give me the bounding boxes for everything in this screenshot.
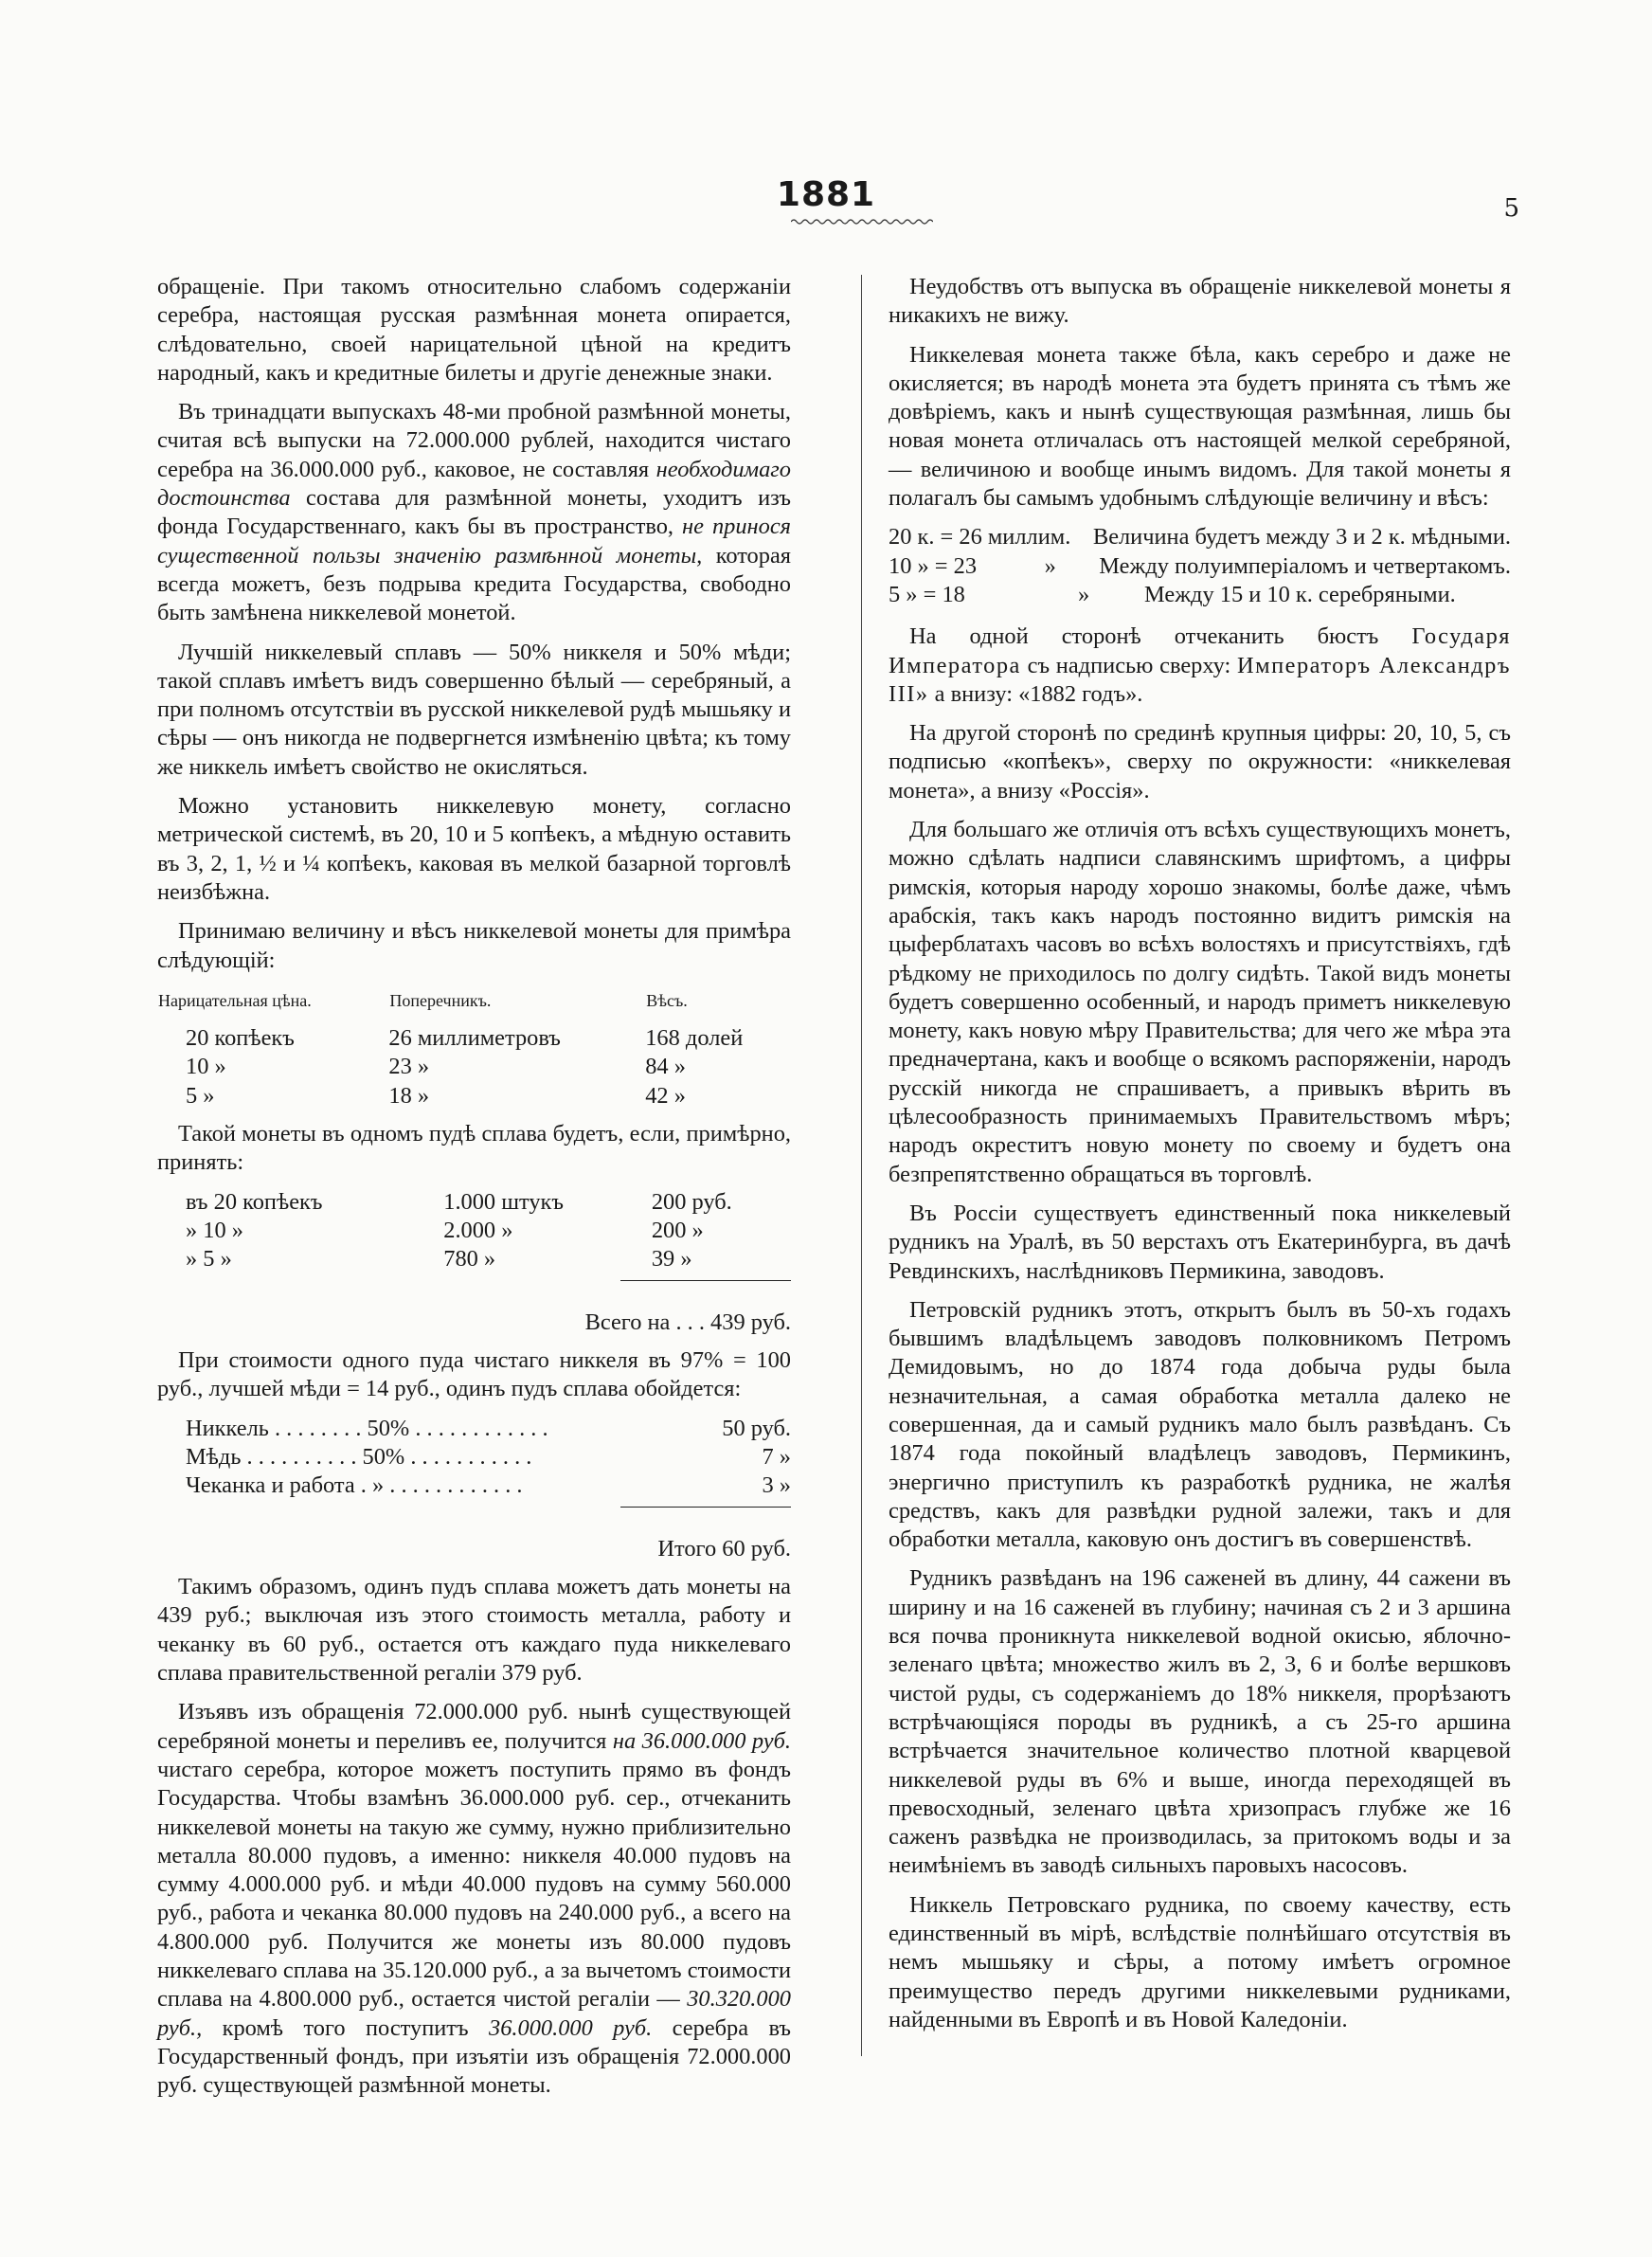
table-total-row [157,1501,791,1564]
coin-spec-list [889,523,1511,609]
table-row [157,1217,791,1245]
text-run: Изъявъ изъ обращенія 72.000.000 руб. нынѣ существующей серебряной монеты и переливъ ее, получится [157,1699,791,1754]
paragraph: обращеніе. При такомъ относительно слабомъ содержаніи серебра, настоящая русская размѣнная монета опирается, слѣдовательно, своей нарицательной цѣной на кредитъ народный, какъ и кредитные билеты и другіе денежные знаки. [157,274,791,386]
italic-run: на 36.000.000 руб. [612,1727,791,1754]
table-total: Всего на . . . 439 руб. [584,1309,791,1335]
text-run: а внизу: «1882 годъ». [934,680,1143,707]
table-total-row [157,1274,791,1338]
spec-ditto: » [1078,581,1090,607]
text-run: состава для размѣнной монеты, уходитъ изъ фонда Государственнаго, какъ бы въ пространство, [157,485,791,540]
table-cell: Мѣдь . . . . . . . . . . 50% . . . . . . . . . . . [186,1443,532,1470]
table-cell: 23 » [388,1054,430,1080]
paragraph: Такимъ образомъ, одинъ пудъ сплава можетъ дать монеты на 439 руб.; выключая изъ этого стоимость металла, работу и чеканку въ 60 руб., остается отъ каждаго пуда никкелеваго сплава правительственной регаліи 379 руб. [157,1574,791,1687]
text-run: серебра въ Государственный фондъ, при изъятіи изъ обращенія 72.000.000 руб. существующей размѣнной монеты. [157,2014,792,2099]
text-run: которая всегда можетъ, безъ подрыва кредита Государства, свободно быть замѣнена никкелевой монетой. [157,542,791,626]
table-cell: 84 » [645,1054,686,1080]
paragraph [157,398,791,627]
text-run: съ надписью сверху: [1027,652,1231,678]
paragraph [157,1698,791,2100]
spec-ditto [1070,523,1093,551]
spec-size: 10 » = 23 [889,552,978,579]
coin-size-table [157,985,791,1110]
table-cell: 42 » [645,1082,686,1109]
column-divider [861,275,862,2056]
table-row [157,1245,791,1273]
table-header: Вѣсъ. [646,990,688,1010]
table-total: Итого 60 руб. [657,1535,791,1562]
paragraph: Такой монеты въ одномъ пудѣ сплава будетъ, если, примѣрно, принять: [157,1121,791,1176]
text-run: Въ тринадцати выпускахъ 48-ми пробной размѣнной монеты, считая всѣ выпуски на 72.000.000 рублей, находится чистаго серебра на 36.000.000 руб., каковое, не составляя [157,399,791,482]
paragraph: Никкелевая монета также бѣла, какъ серебро и даже не окисляется; въ народѣ монета эта будетъ принята съ тѣмъ же довѣріемъ, какъ и нынѣ существующая размѣнная, лишь бы новая монета отличалась отъ настоящей мелкой серебряной, — величиною и вообще инымъ видомъ. Для такой монеты я полагалъ бы самымъ удобнымъ слѣдующіе величину и вѣсъ: [889,341,1511,512]
spec-note: Между 15 и 10 к. серебряными. [1144,581,1456,607]
table-row [157,1053,791,1081]
alloy-cost-table [157,1415,791,1563]
table-cell: Никкель . . . . . . . . 50% . . . . . . . . . . . . [186,1415,548,1441]
right-column [889,273,1511,2045]
table-cell: 168 долей [645,1025,744,1052]
table-cell [157,1274,791,1338]
table-header: Нарицательная цѣна. [158,990,312,1010]
table-cell: 26 миллиметровъ [388,1025,561,1052]
table-header: Поперечникъ. [389,990,492,1010]
table-cell: 200 » [651,1217,704,1243]
spec-line [889,581,1511,609]
table-row [157,1472,791,1500]
paragraph: Неудобствъ отъ выпуска въ обращеніе никкелевой монеты я никакихъ не вижу. [889,274,1511,329]
paragraph: Петровскій рудникъ этотъ, открытъ былъ въ 50-хъ годахъ бывшимъ владѣльцемъ заводовъ полковникомъ Петромъ Демидовымъ, но до 1874 года добыча руды была незначительная, а самая обработка металла далеко не совершенная, да и самый рудникъ мало былъ развѣданъ. Съ 1874 года покойный владѣлецъ заводовъ, Пермикинъ, энергично приступилъ къ разработкѣ рудника, не жалѣя средствъ, какъ для развѣдки рудной залежи, такъ и для обработки металла, каковую онъ достигъ въ совершенствѣ. [889,1296,1511,1553]
table-row [157,1082,791,1110]
table-cell: 20 копѣекъ [186,1025,295,1052]
sum-rule [620,1280,791,1281]
table-cell: 3 » [762,1472,791,1499]
table-cell: 10 » [186,1054,226,1080]
left-column [157,273,791,2111]
paragraph: Можно установить никкелевую монету, согласно метрической системѣ, въ 20, 10 и 5 копѣекъ, а мѣдную оставить въ 3, 2, 1, ½ и ¼ копѣекъ, каковая въ мелкой базарной торговлѣ неизбѣжна. [157,793,791,905]
text-run: чистаго серебра, которое можетъ поступить прямо въ фондъ Государства. Чтобы взамѣнъ 36.000.000 руб. сер., отчеканить никкелевой монеты на такую же сумму, нужно приблизительно металла 80.000 пудовъ, а именно: никкеля 40.000 пудовъ на сумму 4.000.000 руб. и мѣди 40.000 пудовъ на сумму 560.000 руб., работа и чеканка 80.000 пудовъ на 240.000 руб., а всего на 4.800.000 руб. Получится же монеты изъ 80.000 пудовъ никкелеваго сплава на 35.120.000 руб., а за вычетомъ стоимости сплава на 4.800.000 руб., остается чистой регаліи — [157,1756,791,2013]
spaced-run: Императоръ Александръ III» [889,652,1511,707]
text-run: кромѣ того поступитъ [222,2014,469,2041]
table-cell: » 5 » [186,1246,232,1273]
paragraph: Лучшій никкелевый сплавъ — 50% никкеля и 50% мѣди; такой сплавъ имѣетъ видъ совершенно бѣлый — серебряный, а при полномъ отсутствіи въ русской никкелевой рудѣ мышьяку и сѣры — онъ никогда не подвергнется измѣненію цвѣта; къ тому же никкель имѣетъ свойство не окисляться. [157,639,791,780]
page-year-heading: 1881 [776,175,876,214]
spaced-run: Государя Императора [889,623,1511,678]
paragraph: Для большаго же отличія отъ всѣхъ существующихъ монетъ, можно сдѣлать надписи славянскимъ шрифтомъ, а цифры римскія, которыя народу хорошо знакомы, болѣе даже, чѣмъ арабскія, такъ какъ народъ постоянно видитъ римскія на цыферблатахъ часовъ во всѣхъ волостяхъ и присутствіяхъ, гдѣ рѣдкому не приходилось по долгу сидѣть. Такой видъ монеты будетъ совершенно особенный, и народъ приметъ никкелевую монету, какъ новую мѣру Правительства; для чего же мѣра эта предначертана, какъ и вообще о всякомъ распоряженіи, народъ русскій никогда не спрашиваетъ, а привыкъ вѣрить въ цѣлесообразность принимаемыхъ Правительствомъ мѣръ; народъ окреститъ новую монету по своему и будетъ она безпрепятственно обращаться въ торговлѣ. [889,817,1511,1187]
paragraph: Рудникъ развѣданъ на 196 саженей въ длину, 44 сажени въ ширину и на 16 саженей въ глубину; начиная съ 2 и 3 аршина вся почва проникнута никкелевой водной окисью, яблочно-зеленаго цвѣта; множество жилъ въ 2, 3, 6 и болѣе вершковъ чистой руды, съ содержаніемъ до 18% никкеля, прорѣзаютъ встрѣчающіяся породы въ рудникѣ, а съ 25-го аршина встрѣчается значительное количество плотной кварцевой никкелевой руды въ 6% и выше, иногда переходящей въ превосходный, зеленаго цвѣта хризопрасъ глубже же 16 саженъ развѣдка не производилась, за притокомъ воды и за неимѣніемъ въ заводѣ сильныхъ паровыхъ насосовъ. [889,1565,1511,1879]
sum-rule [620,1507,791,1508]
spec-size: 5 » = 18 [889,581,965,607]
table-row [157,1443,791,1472]
spec-note: Между полуимперіаломъ и четвертакомъ. [1099,552,1511,579]
table-cell: 39 » [651,1246,692,1273]
running-head [0,175,1652,232]
table-row [157,1024,791,1053]
table-cell: 780 » [443,1246,496,1273]
table-row [157,1188,791,1217]
table-cell: 18 » [388,1082,430,1109]
italic-run: 30.320.000 руб., [157,1986,791,2041]
table-cell: въ 20 копѣекъ [186,1188,323,1215]
table-row [157,1415,791,1443]
paragraph: Принимаю величину и вѣсъ никкелевой монеты для примѣра слѣдующій: [157,918,791,973]
table-cell: 7 » [762,1443,791,1470]
paragraph [889,623,1511,709]
spec-ditto: » [1044,552,1056,579]
table-cell: 50 руб. [722,1415,791,1441]
table-cell: 2.000 » [443,1217,513,1243]
coins-per-pood-table [157,1188,791,1337]
table-cell: 200 руб. [651,1188,732,1215]
paragraph: Никкель Петровскаго рудника, по своему качеству, есть единственный въ мірѣ, вслѣдствіе полнѣйшаго отсутствія въ немъ мышьяку и сѣры, а потому имѣетъ огромное преимущество передъ другими никкелевыми рудниками, найденными въ Европѣ и въ Новой Каледоніи. [889,1891,1511,2032]
table-cell: Чеканка и работа . » . . . . . . . . . . . . [186,1472,523,1499]
table-cell: 5 » [186,1082,215,1109]
page-number: 5 [1503,194,1519,223]
spec-line [889,523,1511,551]
italic-run: 36.000.000 руб. [489,2014,653,2041]
paragraph: Въ Россіи существуетъ единственный пока никкелевый рудникъ на Уралѣ, въ 50 верстахъ отъ Екатеринбурга, въ дачѣ Ревдинскихъ, наслѣдниковъ Пермикина, заводовъ. [889,1200,1511,1284]
paragraph: При стоимости одного пуда чистаго никкеля въ 97% = 100 руб., лучшей мѣди = 14 руб., одинъ пудъ сплава обойдется: [157,1347,791,1402]
wavy-rule-ornament [791,217,933,226]
spec-line [889,552,1511,581]
table-cell: 1.000 штукъ [443,1188,565,1215]
italic-run: необходимаго достоинства [157,456,791,512]
paragraph: На другой сторонѣ по срединѣ крупныя цифры: 20, 10, 5, съ подписью «копѣекъ», сверху по окружности: «никкелевая монета», а внизу «Россія». [889,720,1511,803]
text-run: На одной сторонѣ отчеканить бюстъ [909,623,1379,650]
table-cell [157,1501,791,1564]
table-cell: » 10 » [186,1217,243,1243]
italic-run: не принося существенной пользы значенію размѣнной монеты, [157,514,791,569]
spec-size: 20 к. = 26 миллим. [889,524,1071,551]
spec-note: Величина будетъ между 3 и 2 к. мѣдными. [1092,524,1511,551]
